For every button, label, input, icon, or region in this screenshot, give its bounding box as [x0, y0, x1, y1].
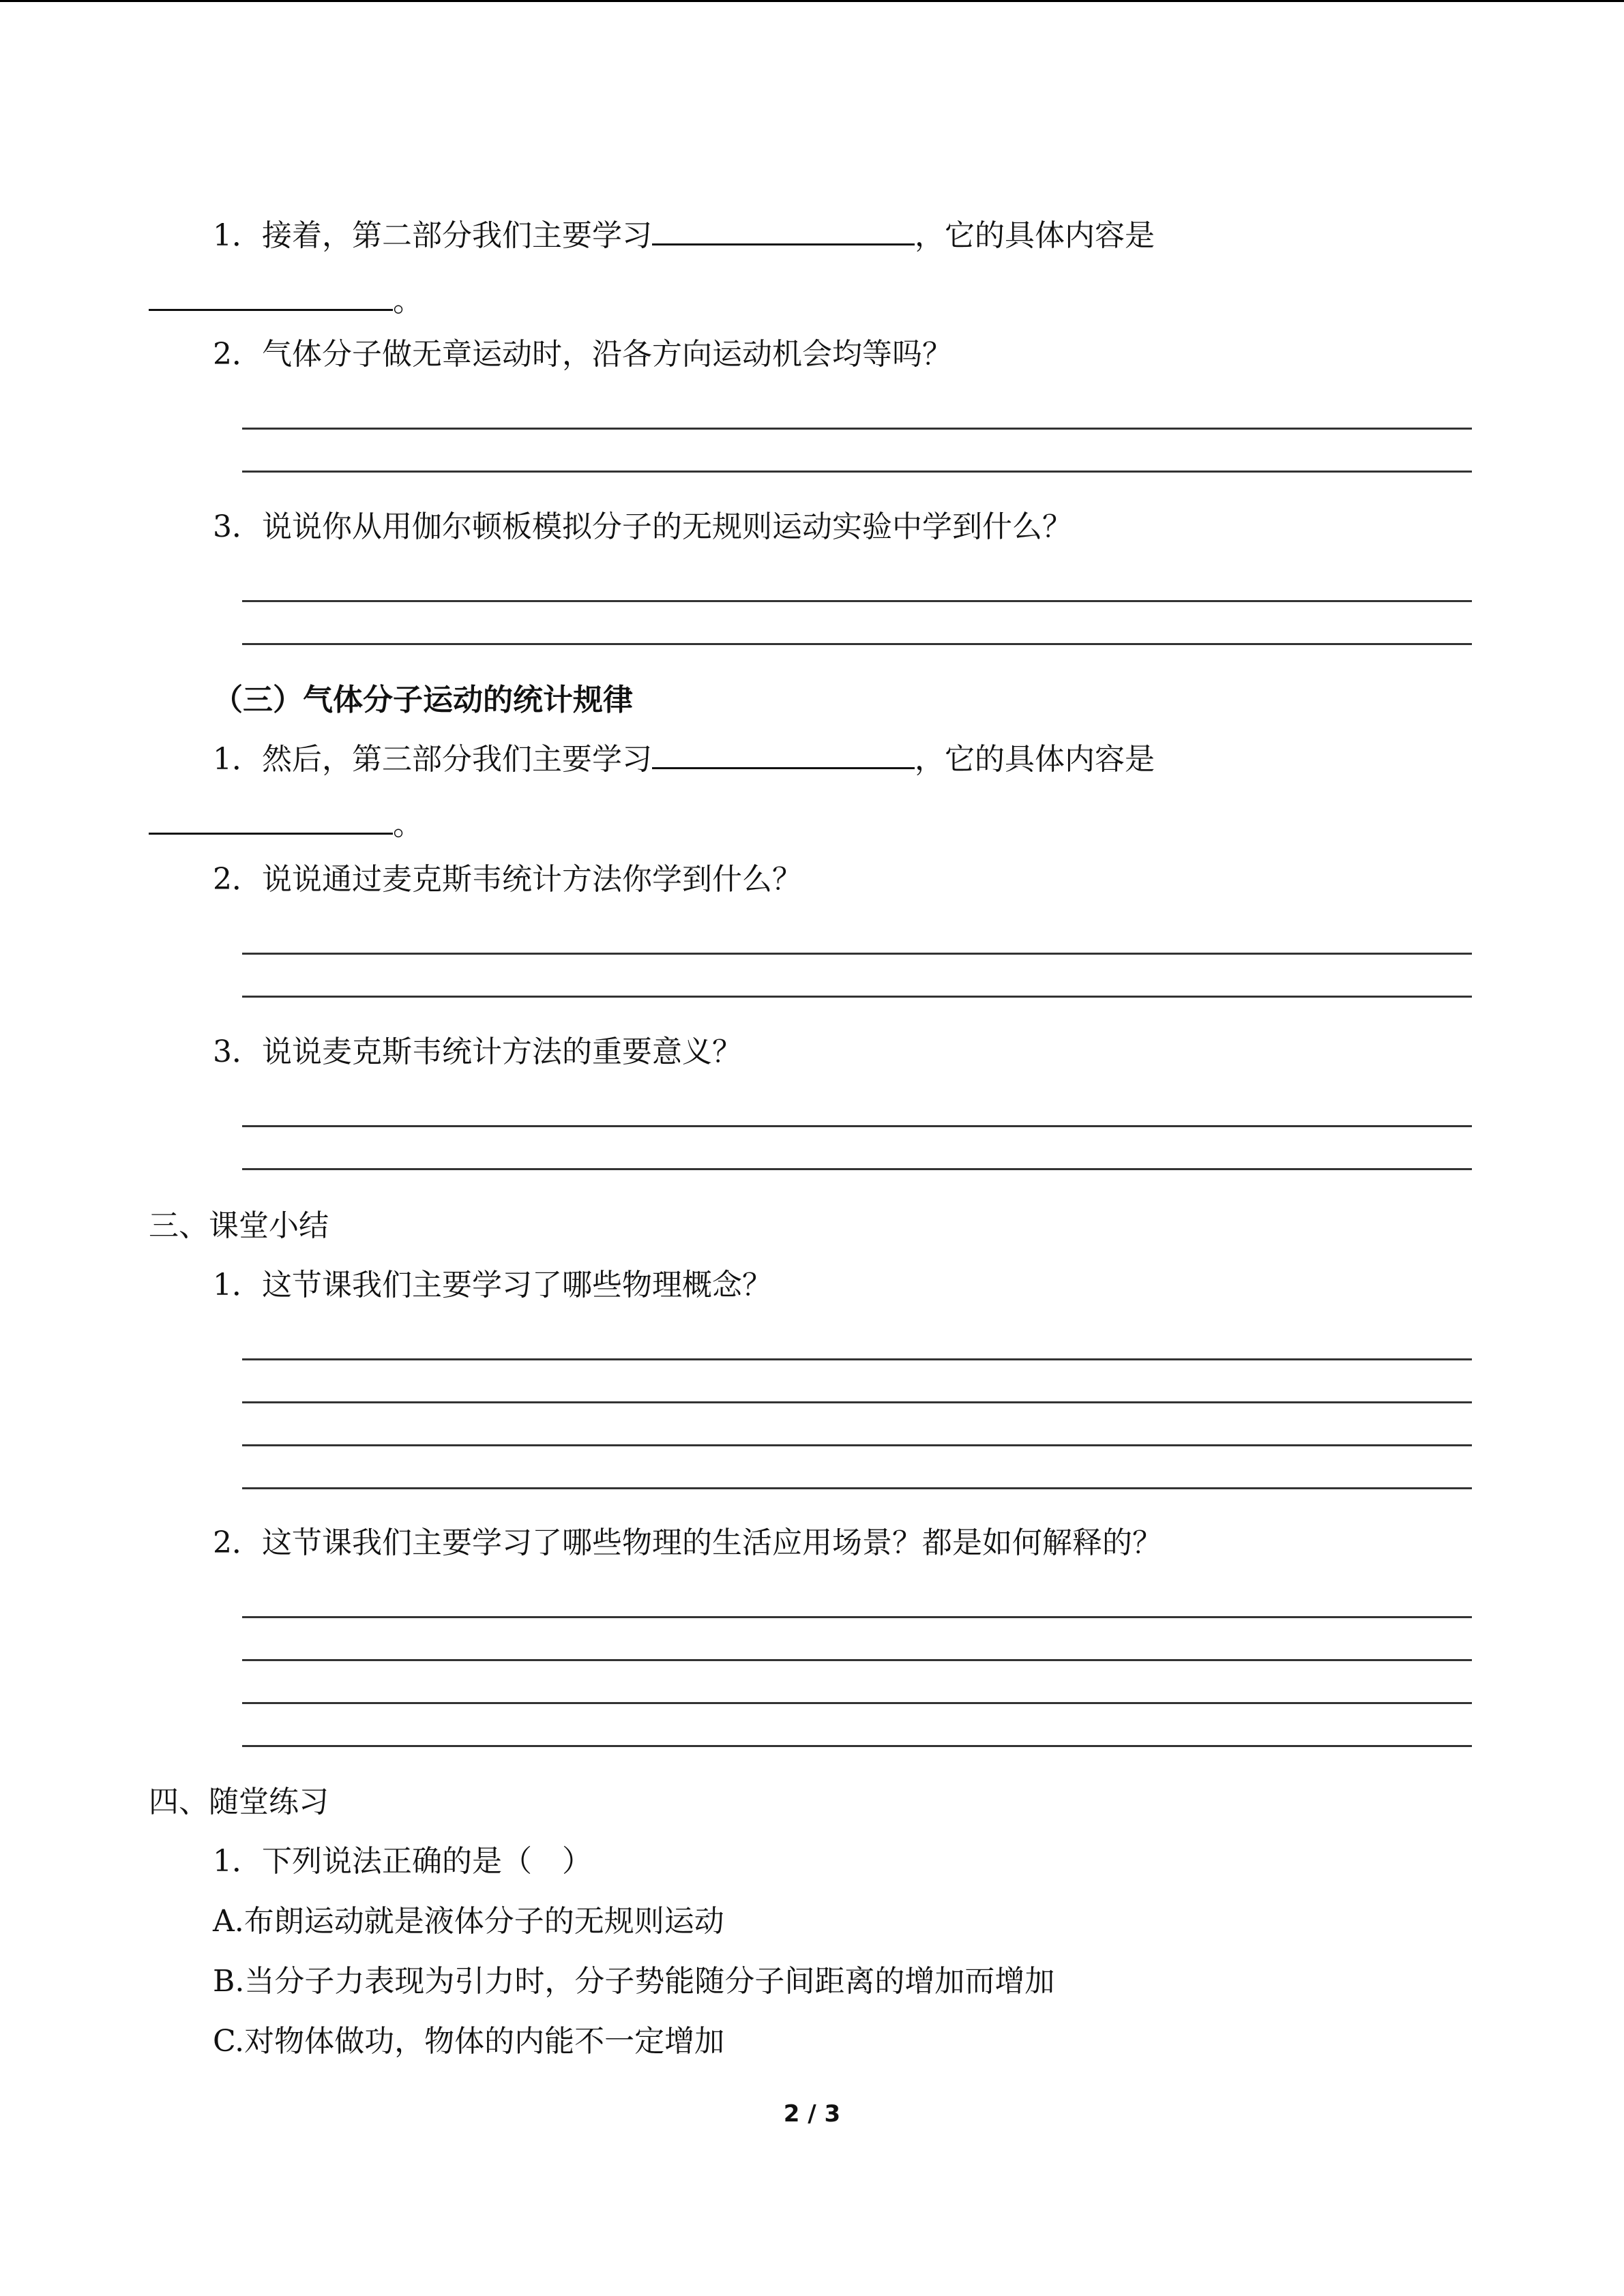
part2-question-1	[213, 215, 1155, 256]
answer-line[interactable]	[242, 1659, 1472, 1661]
practice-option-c: C.对物体做功，物体的内能不一定增加	[213, 2024, 725, 2059]
summary-question-2: 2．这节课我们主要学习了哪些物理的生活应用场景？都是如何解释的？	[213, 1525, 1162, 1560]
part3-q1-blank-content[interactable]	[149, 826, 393, 835]
answer-line[interactable]	[242, 643, 1472, 645]
answer-line[interactable]	[242, 996, 1472, 998]
practice-option-b: B.当分子力表现为引力时，分子势能随分子间距离的增加而增加	[213, 1964, 1055, 1999]
answer-line[interactable]	[242, 1702, 1472, 1704]
answer-line[interactable]	[242, 1125, 1472, 1127]
answer-line[interactable]	[242, 428, 1472, 430]
answer-line[interactable]	[242, 953, 1472, 955]
part3-q1-blank-topic[interactable]	[652, 760, 915, 769]
part3-question-2: 2．说说通过麦克斯韦统计方法你学到什么？	[213, 862, 802, 897]
answer-line[interactable]	[242, 600, 1472, 602]
answer-line[interactable]	[242, 1168, 1472, 1170]
part2-question-2: 2．气体分子做无章运动时，沿各方向运动机会均等吗？	[213, 337, 952, 372]
part3-question-3: 3．说说麦克斯韦统计方法的重要意义？	[213, 1034, 742, 1069]
practice-question-1: 1．下列说法正确的是（ ）	[213, 1844, 592, 1879]
part2-q1-end: 。	[393, 284, 423, 318]
page-number: 2 / 3	[783, 2100, 841, 2128]
page-top-border	[0, 0, 1624, 2]
answer-line[interactable]	[242, 1745, 1472, 1747]
summary-question-1: 1．这节课我们主要学习了哪些物理概念？	[213, 1268, 772, 1302]
answer-line[interactable]	[242, 1401, 1472, 1403]
part3-q1-prefix: 1．然后，第三部分我们主要学习	[213, 742, 652, 777]
answer-line[interactable]	[242, 1487, 1472, 1489]
answer-line[interactable]	[242, 471, 1472, 473]
part2-q1-prefix: 1．接着，第二部分我们主要学习	[213, 218, 652, 253]
part2-q1-blank-topic[interactable]	[652, 237, 915, 245]
part3-q1-suffix: ，它的具体内容是	[915, 742, 1155, 777]
answer-line[interactable]	[242, 1444, 1472, 1446]
answer-line[interactable]	[242, 1616, 1472, 1618]
summary-heading: 三、课堂小结	[149, 1208, 329, 1243]
part3-question-1-continued	[149, 805, 423, 846]
part3-question-1	[213, 739, 1155, 780]
practice-heading: 四、随堂练习	[149, 1785, 329, 1819]
answer-line[interactable]	[242, 1358, 1472, 1360]
practice-option-a: A.布朗运动就是液体分子的无规则运动	[213, 1904, 724, 1939]
part2-question-3: 3．说说你从用伽尔顿板模拟分子的无规则运动实验中学到什么？	[213, 509, 1072, 544]
part2-question-1-continued	[149, 281, 423, 322]
part3-q1-end: 。	[393, 807, 423, 842]
part2-q1-blank-content[interactable]	[149, 302, 393, 311]
part3-heading: （三）气体分子运动的统计规律	[213, 683, 633, 717]
part2-q1-suffix: ，它的具体内容是	[915, 218, 1155, 253]
